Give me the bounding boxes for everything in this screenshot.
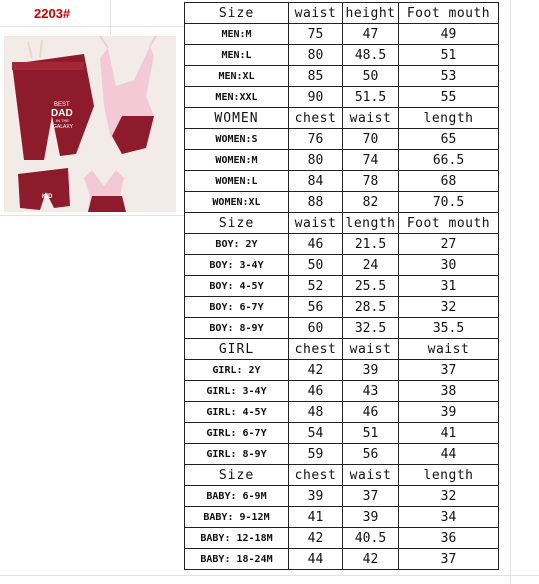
measurement-cell: 65 bbox=[399, 129, 499, 150]
size-label: BABY: 12-18M bbox=[185, 528, 289, 549]
measurement-cell: 80 bbox=[289, 45, 343, 66]
measurement-cell: 78 bbox=[343, 171, 399, 192]
measurement-cell: 82 bbox=[343, 192, 399, 213]
measurement-cell: 37 bbox=[399, 549, 499, 570]
table-row bbox=[185, 66, 499, 87]
measurement-cell: 90 bbox=[289, 87, 343, 108]
product-code: 2203# bbox=[34, 6, 71, 21]
table-row bbox=[185, 423, 499, 444]
measurement-cell: 46 bbox=[289, 381, 343, 402]
size-label: BABY: 18-24M bbox=[185, 549, 289, 570]
shorts-print-galaxy: GALAXY bbox=[53, 124, 74, 130]
measurement-cell: 32 bbox=[399, 297, 499, 318]
column-header: height bbox=[343, 3, 399, 24]
measurement-cell: 24 bbox=[343, 255, 399, 276]
table-row bbox=[185, 150, 499, 171]
measurement-cell: 70.5 bbox=[399, 192, 499, 213]
measurement-cell: 32.5 bbox=[343, 318, 399, 339]
measurement-cell: 54 bbox=[289, 423, 343, 444]
measurement-cell: 66.5 bbox=[399, 150, 499, 171]
size-label: WOMEN:XL bbox=[185, 192, 289, 213]
kid-shorts-print: KID bbox=[42, 194, 53, 200]
measurement-cell: 51 bbox=[343, 423, 399, 444]
size-label: WOMEN:M bbox=[185, 150, 289, 171]
measurement-cell: 32 bbox=[399, 486, 499, 507]
table-row bbox=[185, 129, 499, 150]
table-row bbox=[185, 549, 499, 570]
measurement-cell: 60 bbox=[289, 318, 343, 339]
column-header: chest bbox=[289, 465, 343, 486]
section-header-row bbox=[185, 465, 499, 486]
size-label: BABY: 6-9M bbox=[185, 486, 289, 507]
table-row bbox=[185, 234, 499, 255]
size-label: GIRL: 4-5Y bbox=[185, 402, 289, 423]
measurement-cell: 39 bbox=[289, 486, 343, 507]
size-label: BOY: 6-7Y bbox=[185, 297, 289, 318]
column-header: waist bbox=[289, 3, 343, 24]
size-label: GIRL: 8-9Y bbox=[185, 444, 289, 465]
measurement-cell: 38 bbox=[399, 381, 499, 402]
section-header-label: WOMEN bbox=[185, 108, 289, 129]
column-header: waist bbox=[343, 339, 399, 360]
column-header: waist bbox=[343, 108, 399, 129]
column-header: length bbox=[343, 213, 399, 234]
section-header-row bbox=[185, 339, 499, 360]
measurement-cell: 30 bbox=[399, 255, 499, 276]
measurement-cell: 42 bbox=[289, 528, 343, 549]
measurement-cell: 51.5 bbox=[343, 87, 399, 108]
measurement-cell: 35.5 bbox=[399, 318, 499, 339]
measurement-cell: 55 bbox=[399, 87, 499, 108]
size-label: BOY: 4-5Y bbox=[185, 276, 289, 297]
measurement-cell: 46 bbox=[289, 234, 343, 255]
measurement-cell: 44 bbox=[289, 549, 343, 570]
table-row bbox=[185, 360, 499, 381]
column-header: waist bbox=[289, 213, 343, 234]
measurement-cell: 42 bbox=[289, 360, 343, 381]
size-label: BABY: 9-12M bbox=[185, 507, 289, 528]
measurement-cell: 59 bbox=[289, 444, 343, 465]
shorts-print-inthe: IN THE bbox=[56, 118, 70, 123]
section-header-label: Size bbox=[185, 3, 289, 24]
measurement-cell: 25.5 bbox=[343, 276, 399, 297]
measurement-cell: 46 bbox=[343, 402, 399, 423]
column-header: chest bbox=[289, 339, 343, 360]
measurement-cell: 88 bbox=[289, 192, 343, 213]
table-row bbox=[185, 507, 499, 528]
measurement-cell: 37 bbox=[343, 486, 399, 507]
table-row bbox=[185, 192, 499, 213]
section-header-label: Size bbox=[185, 465, 289, 486]
table-row bbox=[185, 45, 499, 66]
column-header: chest bbox=[289, 108, 343, 129]
table-row bbox=[185, 24, 499, 45]
size-label: BOY: 8-9Y bbox=[185, 318, 289, 339]
measurement-cell: 48.5 bbox=[343, 45, 399, 66]
measurement-cell: 70 bbox=[343, 129, 399, 150]
measurement-cell: 39 bbox=[343, 507, 399, 528]
measurement-cell: 74 bbox=[343, 150, 399, 171]
column-header: waist bbox=[343, 465, 399, 486]
measurement-cell: 34 bbox=[399, 507, 499, 528]
column-header: waist bbox=[399, 339, 499, 360]
column-header: length bbox=[399, 465, 499, 486]
size-label: WOMEN:S bbox=[185, 129, 289, 150]
measurement-cell: 47 bbox=[343, 24, 399, 45]
measurement-cell: 75 bbox=[289, 24, 343, 45]
size-label: MEN:L bbox=[185, 45, 289, 66]
section-header-row bbox=[185, 108, 499, 129]
size-label: GIRL: 6-7Y bbox=[185, 423, 289, 444]
section-header-label: Size bbox=[185, 213, 289, 234]
measurement-cell: 39 bbox=[343, 360, 399, 381]
column-header: length bbox=[399, 108, 499, 129]
product-photo bbox=[4, 36, 176, 212]
table-row bbox=[185, 486, 499, 507]
shorts-print-dad: DAD bbox=[51, 108, 73, 119]
section-header-row bbox=[185, 213, 499, 234]
measurement-cell: 68 bbox=[399, 171, 499, 192]
table-row bbox=[185, 171, 499, 192]
size-label: BOY: 3-4Y bbox=[185, 255, 289, 276]
size-label: GIRL: 3-4Y bbox=[185, 381, 289, 402]
column-header: Foot mouth bbox=[399, 213, 499, 234]
measurement-cell: 80 bbox=[289, 150, 343, 171]
measurement-cell: 43 bbox=[343, 381, 399, 402]
measurement-cell: 51 bbox=[399, 45, 499, 66]
size-label: BOY: 2Y bbox=[185, 234, 289, 255]
measurement-cell: 52 bbox=[289, 276, 343, 297]
table-row bbox=[185, 402, 499, 423]
measurement-cell: 44 bbox=[399, 444, 499, 465]
table-row bbox=[185, 276, 499, 297]
shorts-print-best: BEST bbox=[54, 102, 70, 108]
table-row bbox=[185, 528, 499, 549]
measurement-cell: 41 bbox=[289, 507, 343, 528]
measurement-cell: 31 bbox=[399, 276, 499, 297]
table-row bbox=[185, 318, 499, 339]
measurement-cell: 28.5 bbox=[343, 297, 399, 318]
size-label: WOMEN:L bbox=[185, 171, 289, 192]
measurement-cell: 42 bbox=[343, 549, 399, 570]
section-header-label: GIRL bbox=[185, 339, 289, 360]
size-label: MEN:M bbox=[185, 24, 289, 45]
measurement-cell: 40.5 bbox=[343, 528, 399, 549]
measurement-cell: 27 bbox=[399, 234, 499, 255]
measurement-cell: 36 bbox=[399, 528, 499, 549]
section-header-row bbox=[185, 3, 499, 24]
measurement-cell: 37 bbox=[399, 360, 499, 381]
size-label: MEN:XL bbox=[185, 66, 289, 87]
measurement-cell: 49 bbox=[399, 24, 499, 45]
size-label: GIRL: 2Y bbox=[185, 360, 289, 381]
table-row bbox=[185, 87, 499, 108]
measurement-cell: 50 bbox=[289, 255, 343, 276]
measurement-cell: 85 bbox=[289, 66, 343, 87]
measurement-cell: 21.5 bbox=[343, 234, 399, 255]
measurement-cell: 41 bbox=[399, 423, 499, 444]
column-header: Foot mouth bbox=[399, 3, 499, 24]
measurement-cell: 56 bbox=[289, 297, 343, 318]
measurement-cell: 50 bbox=[343, 66, 399, 87]
size-label: MEN:XXL bbox=[185, 87, 289, 108]
measurement-cell: 56 bbox=[343, 444, 399, 465]
size-chart-table bbox=[184, 2, 499, 570]
table-row bbox=[185, 381, 499, 402]
measurement-cell: 48 bbox=[289, 402, 343, 423]
measurement-cell: 84 bbox=[289, 171, 343, 192]
table-row bbox=[185, 444, 499, 465]
measurement-cell: 53 bbox=[399, 66, 499, 87]
measurement-cell: 39 bbox=[399, 402, 499, 423]
table-row bbox=[185, 297, 499, 318]
table-row bbox=[185, 255, 499, 276]
measurement-cell: 76 bbox=[289, 129, 343, 150]
